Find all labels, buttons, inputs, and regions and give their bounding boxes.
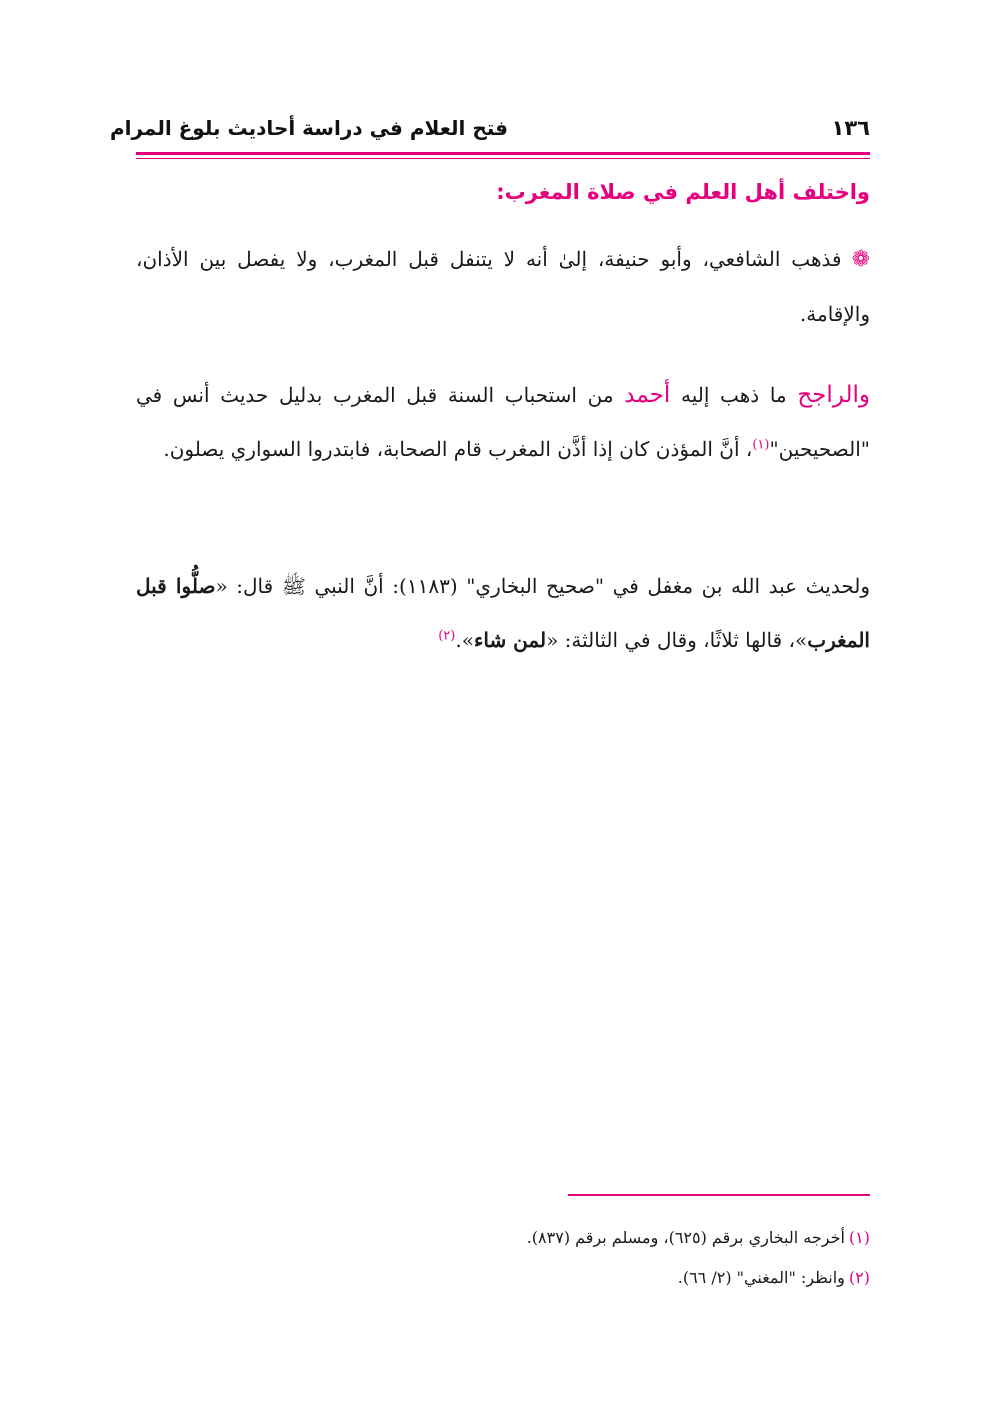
header-rule-thin [136,158,870,159]
running-header [109,112,870,152]
footnote-ref-2[interactable]: (٢) [438,628,456,644]
footnote-ref-1[interactable]: (١) [752,437,770,453]
paragraph-1-text: فذهب الشافعي، وأبو حنيفة، إلىٰ أنه لا يتنفل قبل المغرب، ولا يفصل بين الأذان، والإقامة. [136,247,870,326]
paragraph-3-part-1: ولحديث عبد الله بن مغفل في "صحيح البخاري" (١١٨٣): أنَّ النبي ﷺ قال: « [215,574,871,598]
highlight-lead: والراجح [797,382,870,408]
footnote-2 [678,1268,870,1287]
paragraph-2-part-2: من استحباب السنة قبل المغرب بدليل حديث أنس في "الصحيحين" [136,383,870,461]
paragraph-2-part-1: ما ذهب إليه [670,383,798,407]
hadith-quote-1: صلُّوا قبل المغرب [136,574,870,652]
footnote-1-number: (١) [848,1228,870,1247]
highlight-name: أحمد [624,382,671,408]
flower-icon: ❁ [851,247,870,272]
footnote-2-text: وانظر: "المغني" (٢/ ٦٦). [677,1268,845,1287]
page-number: ١٣٦ [831,116,870,140]
paragraph-2 [136,368,870,476]
footnote-1-text: أخرجه البخاري برقم (٦٢٥)، ومسلم برقم (٨٣٧). [526,1228,845,1247]
hadith-quote-2: لمن شاء [473,628,547,652]
paragraph-3 [136,559,870,667]
footnote-1 [527,1228,870,1247]
book-title: فتح العلام في دراسة أحاديث بلوغ المرام [109,116,508,140]
paragraph-3-part-2: »، قالها ثلاثًا، وقال في الثالثة: « [546,628,808,652]
paragraph-3-part-3: ». [455,628,474,652]
footnote-separator [568,1194,870,1196]
header-rule [136,152,870,155]
paragraph-1 [136,232,870,341]
paragraph-2-part-3: ، أنَّ المؤذن كان إذا أذَّن المغرب قام الصحابة، فابتدروا السواري يصلون. [163,437,753,461]
footnote-2-number: (٢) [848,1268,870,1287]
section-heading: واختلف أهل العلم في صلاة المغرب: [496,180,870,204]
